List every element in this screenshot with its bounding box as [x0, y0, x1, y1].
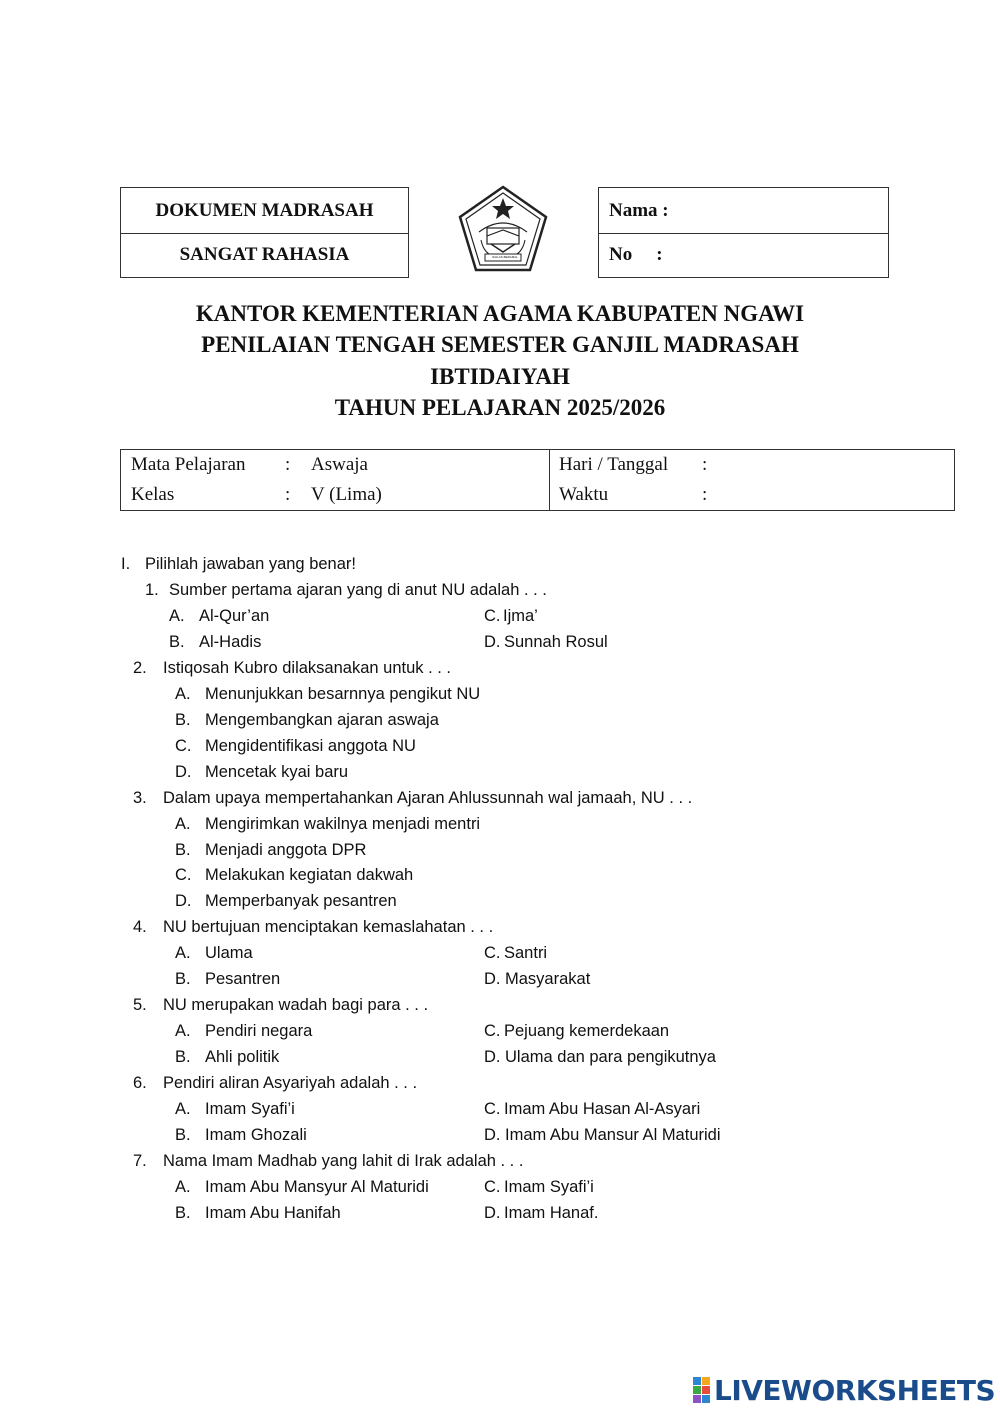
title-office: KANTOR KEMENTERIAN AGAMA KABUPATEN NGAWI: [195, 301, 805, 326]
subject-label: Mata Pelajaran: [131, 454, 246, 475]
question-text: Pendiri aliran Asyariyah adalah . . .: [163, 1074, 418, 1092]
option-letter[interactable]: D.: [484, 1126, 501, 1144]
title-level: IBTIDAIYAH: [430, 364, 570, 389]
option-letter[interactable]: A.: [175, 1178, 191, 1196]
option-text[interactable]: Al-Hadis: [199, 633, 262, 651]
question-text: NU bertujuan menciptakan kemaslahatan . . .: [163, 918, 494, 936]
section-number: I.: [121, 555, 131, 573]
question-number: 1.: [145, 581, 159, 599]
option-letter[interactable]: C.: [484, 1022, 501, 1040]
option-text[interactable]: Melakukan kegiatan dakwah: [205, 866, 414, 884]
option-text[interactable]: Mengirimkan wakilnya menjadi mentri: [205, 815, 481, 833]
option-text[interactable]: Imam Abu Hasan Al-Asyari: [504, 1100, 701, 1118]
liveworksheets-watermark: [693, 1374, 995, 1406]
subject-colon: :: [285, 454, 291, 475]
option-text[interactable]: Mencetak kyai baru: [205, 763, 349, 781]
option-text[interactable]: Ulama: [205, 944, 253, 962]
option-letter[interactable]: B.: [175, 970, 191, 988]
name-label: Nama :: [609, 199, 669, 221]
class-label: Kelas: [131, 484, 175, 505]
subject-value: Aswaja: [311, 454, 368, 475]
question-text: NU merupakan wadah bagi para . . .: [163, 996, 429, 1014]
question-text: Nama Imam Madhab yang lahit di Irak adalah . . .: [163, 1152, 524, 1170]
header-right-box: [598, 187, 889, 278]
date-colon: :: [702, 454, 708, 475]
section-instruction: Pilihlah jawaban yang benar!: [145, 555, 356, 573]
option-text[interactable]: Pendiri negara: [205, 1022, 313, 1040]
option-letter[interactable]: D.: [175, 892, 192, 910]
document-label: DOKUMEN MADRASAH: [121, 188, 408, 234]
time-colon: :: [702, 484, 708, 505]
option-text[interactable]: Ahli politik: [205, 1048, 280, 1066]
number-label: No: [609, 243, 633, 265]
option-text[interactable]: Sunnah Rosul: [504, 633, 608, 651]
option-text[interactable]: Menjadi anggota DPR: [205, 841, 367, 859]
option-letter[interactable]: B.: [175, 841, 191, 859]
option-letter[interactable]: B.: [175, 1048, 191, 1066]
info-divider: [549, 450, 550, 510]
option-letter[interactable]: A.: [175, 1100, 191, 1118]
option-text[interactable]: Pejuang kemerdekaan: [504, 1022, 670, 1040]
watermark-text: LIVEWORKSHEETS: [714, 1373, 996, 1407]
option-text[interactable]: Ulama dan para pengikutnya: [505, 1048, 716, 1066]
option-letter[interactable]: D.: [484, 1048, 501, 1066]
option-text[interactable]: Imam Abu Mansyur Al Maturidi: [205, 1178, 429, 1196]
option-text[interactable]: Ijma’: [503, 607, 538, 625]
logo-text: IKHLAS BERAMAL: [492, 255, 518, 259]
option-letter[interactable]: D.: [484, 970, 501, 988]
option-letter[interactable]: C.: [484, 1100, 501, 1118]
option-letter[interactable]: A.: [175, 815, 191, 833]
date-label: Hari / Tanggal: [559, 454, 669, 475]
question-number: 4.: [133, 918, 147, 936]
ministry-logo-icon: [457, 184, 549, 276]
option-text[interactable]: Imam Syafi’i: [205, 1100, 295, 1118]
question-text: Istiqosah Kubro dilaksanakan untuk . . .: [163, 659, 452, 677]
option-letter[interactable]: A.: [175, 944, 191, 962]
option-text[interactable]: Imam Ghozali: [205, 1126, 307, 1144]
option-text[interactable]: Masyarakat: [505, 970, 591, 988]
header-left-box: [120, 187, 409, 278]
exam-info-table: [120, 449, 955, 511]
option-text[interactable]: Imam Syafi’i: [504, 1178, 594, 1196]
option-text[interactable]: Imam Abu Mansur Al Maturidi: [505, 1126, 721, 1144]
option-letter[interactable]: C.: [484, 944, 501, 962]
option-text[interactable]: Mengembangkan ajaran aswaja: [205, 711, 439, 729]
question-number: 5.: [133, 996, 147, 1014]
option-letter[interactable]: D.: [484, 633, 501, 651]
liveworksheets-logo-icon: [693, 1377, 710, 1403]
option-letter[interactable]: D.: [175, 763, 192, 781]
option-text[interactable]: Imam Hanaf.: [504, 1204, 599, 1222]
question-text: Sumber pertama ajaran yang di anut NU adalah . . .: [169, 581, 547, 599]
option-letter[interactable]: A.: [175, 685, 191, 703]
option-text[interactable]: Menunjukkan besarnnya pengikut NU: [205, 685, 481, 703]
number-field[interactable]: [599, 232, 888, 277]
option-text[interactable]: Memperbanyak pesantren: [205, 892, 397, 910]
question-text: Dalam upaya mempertahankan Ajaran Ahlussunnah wal jamaah, NU . . .: [163, 789, 693, 807]
option-text[interactable]: Al-Qur’an: [199, 607, 270, 625]
option-letter[interactable]: B.: [175, 1204, 191, 1222]
option-letter[interactable]: A.: [175, 1022, 191, 1040]
name-field[interactable]: [599, 188, 888, 234]
option-letter[interactable]: B.: [175, 1126, 191, 1144]
option-text[interactable]: Pesantren: [205, 970, 281, 988]
secrecy-label: SANGAT RAHASIA: [179, 243, 350, 265]
question-number: 7.: [133, 1152, 147, 1170]
time-label: Waktu: [559, 484, 609, 505]
option-letter[interactable]: C.: [484, 1178, 501, 1196]
option-letter[interactable]: B.: [169, 633, 185, 651]
class-value: V (Lima): [311, 484, 382, 505]
question-number: 2.: [133, 659, 147, 677]
title-assessment: PENILAIAN TENGAH SEMESTER GANJIL MADRASAH: [201, 332, 799, 357]
option-letter[interactable]: D.: [484, 1204, 501, 1222]
option-text[interactable]: Santri: [504, 944, 548, 962]
number-colon: :: [656, 243, 663, 265]
option-letter[interactable]: A.: [169, 607, 185, 625]
option-letter[interactable]: C.: [175, 737, 192, 755]
title-year: TAHUN PELAJARAN 2025/2026: [334, 395, 666, 420]
question-number: 3.: [133, 789, 147, 807]
option-letter[interactable]: C.: [175, 866, 192, 884]
class-colon: :: [285, 484, 291, 505]
option-letter[interactable]: B.: [175, 711, 191, 729]
question-number: 6.: [133, 1074, 147, 1092]
option-text[interactable]: Imam Abu Hanifah: [205, 1204, 341, 1222]
option-text[interactable]: Mengidentifikasi anggota NU: [205, 737, 416, 755]
option-letter[interactable]: C.: [484, 607, 501, 625]
